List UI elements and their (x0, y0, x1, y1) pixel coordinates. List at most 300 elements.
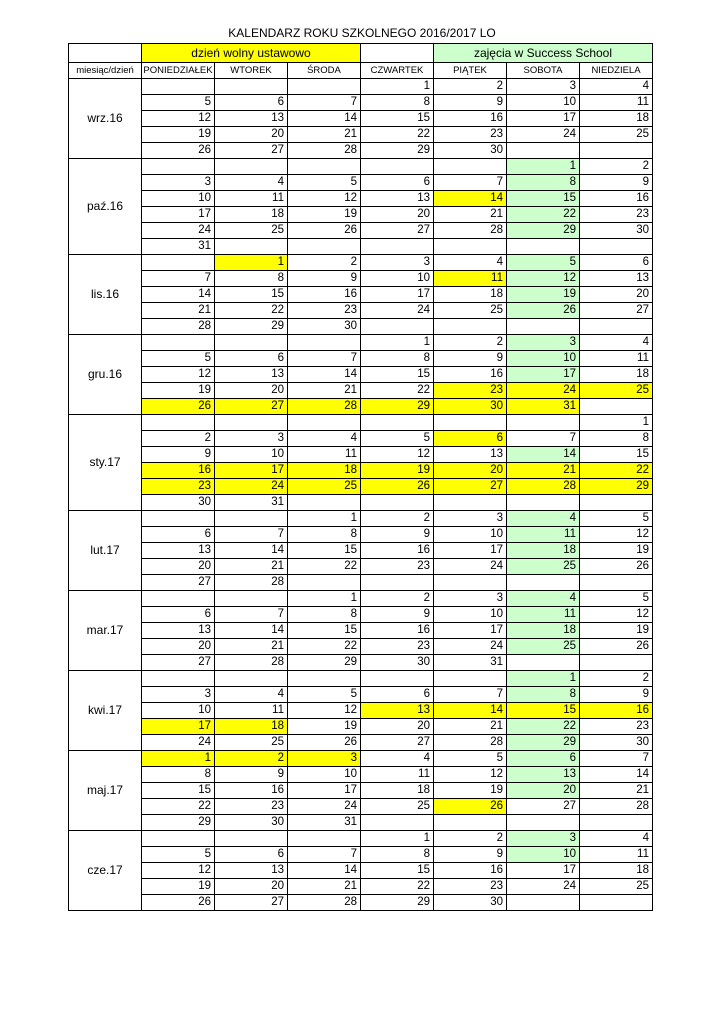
day-cell-sat: 4 (507, 591, 580, 607)
day-cell-thu (361, 575, 434, 591)
month-label: lut.17 (69, 511, 142, 591)
day-cell-tue: 16 (215, 783, 288, 799)
day-cell-sun: 11 (580, 847, 653, 863)
day-cell-mon (142, 591, 215, 607)
day-cell-sat (507, 655, 580, 671)
day-cell-thu (361, 239, 434, 255)
day-cell-sat: 20 (507, 783, 580, 799)
day-cell-sat: 15 (507, 191, 580, 207)
day-cell-wed: 28 (288, 895, 361, 911)
day-cell-sun: 18 (580, 367, 653, 383)
week-row (69, 591, 653, 607)
header-sunday: NIEDZIELA (580, 63, 653, 79)
day-cell-tue: 24 (215, 479, 288, 495)
day-cell-mon: 5 (142, 351, 215, 367)
month-label: cze.17 (69, 831, 142, 911)
day-cell-sat (507, 239, 580, 255)
day-cell-tue (215, 79, 288, 95)
day-cell-thu: 22 (361, 127, 434, 143)
day-cell-mon: 22 (142, 799, 215, 815)
day-cell-wed (288, 239, 361, 255)
day-cell-wed: 8 (288, 607, 361, 623)
day-cell-tue: 14 (215, 543, 288, 559)
day-cell-tue: 13 (215, 111, 288, 127)
day-cell-fri: 11 (434, 271, 507, 287)
day-cell-thu: 27 (361, 735, 434, 751)
day-cell-fri: 7 (434, 687, 507, 703)
day-cell-fri: 23 (434, 127, 507, 143)
day-cell-mon: 3 (142, 687, 215, 703)
day-cell-tue (215, 511, 288, 527)
day-cell-sun: 14 (580, 767, 653, 783)
day-cell-thu: 6 (361, 687, 434, 703)
day-cell-fri: 14 (434, 191, 507, 207)
day-cell-fri: 23 (434, 383, 507, 399)
day-cell-wed: 22 (288, 639, 361, 655)
day-cell-mon: 19 (142, 127, 215, 143)
day-cell-mon (142, 255, 215, 271)
day-cell-sat: 17 (507, 367, 580, 383)
day-cell-wed (288, 415, 361, 431)
week-row (69, 687, 653, 703)
day-cell-sun: 25 (580, 127, 653, 143)
month-label: paź.16 (69, 159, 142, 255)
day-cell-sun (580, 399, 653, 415)
day-cell-thu: 1 (361, 831, 434, 847)
day-cell-tue: 4 (215, 687, 288, 703)
week-row (69, 623, 653, 639)
day-cell-wed (288, 335, 361, 351)
day-cell-thu: 3 (361, 255, 434, 271)
day-cell-thu: 16 (361, 543, 434, 559)
day-cell-wed: 24 (288, 799, 361, 815)
day-cell-sat (507, 895, 580, 911)
week-row (69, 607, 653, 623)
day-cell-wed: 29 (288, 655, 361, 671)
week-row (69, 303, 653, 319)
day-cell-thu: 25 (361, 799, 434, 815)
day-cell-tue: 31 (215, 495, 288, 511)
day-cell-sun: 12 (580, 607, 653, 623)
week-row (69, 175, 653, 191)
day-cell-wed (288, 575, 361, 591)
day-cell-tue: 30 (215, 815, 288, 831)
day-cell-wed: 14 (288, 367, 361, 383)
day-cell-tue: 20 (215, 127, 288, 143)
day-cell-sat (507, 143, 580, 159)
day-cell-fri: 16 (434, 111, 507, 127)
day-cell-sat (507, 575, 580, 591)
day-cell-sat: 3 (507, 831, 580, 847)
day-cell-tue: 23 (215, 799, 288, 815)
day-cell-sun: 27 (580, 303, 653, 319)
day-cell-tue (215, 239, 288, 255)
day-cell-mon: 26 (142, 399, 215, 415)
day-cell-sun: 16 (580, 703, 653, 719)
day-cell-mon: 15 (142, 783, 215, 799)
day-cell-mon: 19 (142, 383, 215, 399)
day-cell-mon: 1 (142, 751, 215, 767)
day-cell-thu: 20 (361, 207, 434, 223)
week-row (69, 447, 653, 463)
day-cell-fri: 10 (434, 527, 507, 543)
day-cell-wed: 12 (288, 703, 361, 719)
day-cell-sat: 1 (507, 671, 580, 687)
day-cell-tue: 11 (215, 703, 288, 719)
week-row (69, 79, 653, 95)
day-cell-tue: 27 (215, 399, 288, 415)
day-cell-fri: 3 (434, 511, 507, 527)
day-cell-sun: 19 (580, 623, 653, 639)
day-cell-tue: 6 (215, 95, 288, 111)
week-row (69, 415, 653, 431)
day-cell-mon (142, 335, 215, 351)
day-cell-sun: 30 (580, 223, 653, 239)
week-row (69, 735, 653, 751)
day-cell-mon: 5 (142, 847, 215, 863)
day-cell-sun: 4 (580, 831, 653, 847)
day-cell-tue: 27 (215, 143, 288, 159)
week-row (69, 463, 653, 479)
day-cell-thu: 23 (361, 559, 434, 575)
day-cell-tue: 7 (215, 527, 288, 543)
day-cell-mon: 17 (142, 207, 215, 223)
day-cell-wed: 19 (288, 719, 361, 735)
day-cell-tue: 6 (215, 351, 288, 367)
day-cell-mon (142, 159, 215, 175)
day-cell-thu: 2 (361, 591, 434, 607)
day-cell-sun: 2 (580, 671, 653, 687)
week-row (69, 815, 653, 831)
day-cell-wed: 21 (288, 879, 361, 895)
day-cell-sun: 20 (580, 287, 653, 303)
day-cell-mon: 9 (142, 447, 215, 463)
day-cell-thu: 5 (361, 431, 434, 447)
day-cell-thu: 22 (361, 383, 434, 399)
day-cell-wed: 15 (288, 543, 361, 559)
day-cell-fri: 9 (434, 95, 507, 111)
day-cell-mon: 13 (142, 543, 215, 559)
day-cell-thu: 15 (361, 111, 434, 127)
day-cell-fri: 25 (434, 303, 507, 319)
day-cell-fri (434, 415, 507, 431)
week-row (69, 863, 653, 879)
day-cell-tue: 15 (215, 287, 288, 303)
week-row (69, 479, 653, 495)
day-cell-tue: 10 (215, 447, 288, 463)
day-cell-fri: 23 (434, 879, 507, 895)
header-month-day: miesiąc/dzień (69, 63, 142, 79)
day-cell-mon: 27 (142, 575, 215, 591)
header-saturday: SOBOTA (507, 63, 580, 79)
day-cell-fri: 24 (434, 639, 507, 655)
day-cell-sun: 9 (580, 175, 653, 191)
day-cell-sun: 29 (580, 479, 653, 495)
day-cell-mon: 12 (142, 111, 215, 127)
day-cell-sun: 18 (580, 863, 653, 879)
day-cell-fri: 16 (434, 367, 507, 383)
day-cell-sun: 12 (580, 527, 653, 543)
day-cell-mon: 7 (142, 271, 215, 287)
day-cell-wed: 28 (288, 399, 361, 415)
day-cell-wed: 8 (288, 527, 361, 543)
day-cell-fri: 2 (434, 831, 507, 847)
week-row (69, 95, 653, 111)
day-cell-tue: 13 (215, 367, 288, 383)
day-cell-tue: 22 (215, 303, 288, 319)
week-row (69, 511, 653, 527)
day-cell-thu: 2 (361, 511, 434, 527)
day-cell-thu: 29 (361, 895, 434, 911)
day-cell-fri: 17 (434, 623, 507, 639)
day-cell-sun: 23 (580, 719, 653, 735)
day-cell-wed: 7 (288, 95, 361, 111)
week-row (69, 495, 653, 511)
day-cell-tue: 27 (215, 895, 288, 911)
day-cell-fri: 21 (434, 207, 507, 223)
day-cell-tue: 1 (215, 255, 288, 271)
day-cell-wed (288, 79, 361, 95)
week-row (69, 255, 653, 271)
day-cell-sun (580, 239, 653, 255)
day-cell-tue: 29 (215, 319, 288, 335)
day-cell-mon: 28 (142, 319, 215, 335)
day-cell-sun: 25 (580, 383, 653, 399)
week-row (69, 127, 653, 143)
day-cell-sun (580, 815, 653, 831)
day-cell-sat: 25 (507, 639, 580, 655)
day-cell-thu: 6 (361, 175, 434, 191)
day-cell-tue: 28 (215, 575, 288, 591)
day-cell-wed: 7 (288, 847, 361, 863)
day-cell-thu: 26 (361, 479, 434, 495)
day-cell-wed: 23 (288, 303, 361, 319)
day-cell-fri (434, 495, 507, 511)
week-row (69, 271, 653, 287)
day-cell-fri: 31 (434, 655, 507, 671)
day-cell-sun (580, 575, 653, 591)
day-cell-wed: 10 (288, 767, 361, 783)
day-cell-mon: 12 (142, 367, 215, 383)
day-cell-thu: 24 (361, 303, 434, 319)
day-cell-fri: 4 (434, 255, 507, 271)
day-cell-sat: 4 (507, 511, 580, 527)
day-cell-mon: 5 (142, 95, 215, 111)
day-cell-wed: 14 (288, 863, 361, 879)
day-cell-wed: 16 (288, 287, 361, 303)
day-cell-sat: 22 (507, 207, 580, 223)
day-cell-sun: 19 (580, 543, 653, 559)
day-cell-fri: 3 (434, 591, 507, 607)
day-cell-wed: 1 (288, 511, 361, 527)
day-cell-sat: 10 (507, 847, 580, 863)
day-cell-sat: 10 (507, 95, 580, 111)
day-cell-mon: 23 (142, 479, 215, 495)
day-cell-sat: 11 (507, 527, 580, 543)
day-cell-sat: 1 (507, 159, 580, 175)
day-cell-mon (142, 511, 215, 527)
day-cell-tue: 11 (215, 191, 288, 207)
day-cell-thu: 15 (361, 367, 434, 383)
day-cell-thu: 11 (361, 767, 434, 783)
day-cell-thu (361, 415, 434, 431)
day-cell-sun: 5 (580, 591, 653, 607)
day-cell-sat: 24 (507, 383, 580, 399)
day-cell-sat: 19 (507, 287, 580, 303)
month-label: lis.16 (69, 255, 142, 335)
day-cell-fri: 7 (434, 175, 507, 191)
day-cell-wed: 1 (288, 591, 361, 607)
day-cell-sun: 7 (580, 751, 653, 767)
day-cell-sat: 29 (507, 223, 580, 239)
day-cell-tue: 14 (215, 623, 288, 639)
day-cell-thu: 17 (361, 287, 434, 303)
school-calendar-table (68, 43, 653, 911)
day-cell-sat: 3 (507, 79, 580, 95)
header-row (69, 63, 653, 79)
day-cell-wed: 7 (288, 351, 361, 367)
day-cell-sun: 26 (580, 559, 653, 575)
month-label: wrz.16 (69, 79, 142, 159)
day-cell-sun (580, 143, 653, 159)
day-cell-thu: 23 (361, 639, 434, 655)
day-cell-mon: 30 (142, 495, 215, 511)
day-cell-tue: 20 (215, 879, 288, 895)
day-cell-wed: 18 (288, 463, 361, 479)
week-row (69, 543, 653, 559)
week-row (69, 143, 653, 159)
day-cell-mon: 2 (142, 431, 215, 447)
legend-school-classes: zajęcia w Success School (434, 44, 653, 63)
day-cell-fri: 28 (434, 223, 507, 239)
day-cell-tue: 21 (215, 559, 288, 575)
day-cell-sat: 18 (507, 623, 580, 639)
day-cell-sun (580, 655, 653, 671)
legend-holiday: dzień wolny ustawowo (142, 44, 361, 63)
week-row (69, 527, 653, 543)
week-row (69, 575, 653, 591)
day-cell-sun: 22 (580, 463, 653, 479)
day-cell-fri: 17 (434, 543, 507, 559)
day-cell-wed: 5 (288, 175, 361, 191)
month-label: sty.17 (69, 415, 142, 511)
day-cell-fri: 14 (434, 703, 507, 719)
week-row (69, 335, 653, 351)
day-cell-sat: 12 (507, 271, 580, 287)
day-cell-sun: 2 (580, 159, 653, 175)
day-cell-fri (434, 319, 507, 335)
day-cell-tue: 18 (215, 207, 288, 223)
day-cell-thu: 8 (361, 847, 434, 863)
day-cell-sat: 24 (507, 127, 580, 143)
day-cell-thu (361, 671, 434, 687)
day-cell-tue (215, 159, 288, 175)
day-cell-sat: 27 (507, 799, 580, 815)
day-cell-tue: 2 (215, 751, 288, 767)
week-row (69, 655, 653, 671)
day-cell-fri: 2 (434, 335, 507, 351)
day-cell-sat: 5 (507, 255, 580, 271)
day-cell-thu: 22 (361, 879, 434, 895)
month-label: kwi.17 (69, 671, 142, 751)
day-cell-wed (288, 831, 361, 847)
day-cell-mon: 27 (142, 655, 215, 671)
day-cell-thu: 9 (361, 607, 434, 623)
day-cell-mon: 13 (142, 623, 215, 639)
day-cell-tue: 25 (215, 735, 288, 751)
day-cell-sun: 18 (580, 111, 653, 127)
day-cell-wed: 22 (288, 559, 361, 575)
day-cell-fri: 27 (434, 479, 507, 495)
day-cell-tue (215, 591, 288, 607)
day-cell-thu: 29 (361, 143, 434, 159)
day-cell-wed (288, 495, 361, 511)
week-row (69, 895, 653, 911)
day-cell-sun: 15 (580, 447, 653, 463)
week-row (69, 111, 653, 127)
week-row (69, 767, 653, 783)
week-row (69, 671, 653, 687)
day-cell-mon: 6 (142, 607, 215, 623)
day-cell-fri: 19 (434, 783, 507, 799)
day-cell-fri: 21 (434, 719, 507, 735)
day-cell-wed: 28 (288, 143, 361, 159)
day-cell-mon: 24 (142, 223, 215, 239)
day-cell-sat: 10 (507, 351, 580, 367)
day-cell-thu: 29 (361, 399, 434, 415)
day-cell-sun: 9 (580, 687, 653, 703)
day-cell-sat: 14 (507, 447, 580, 463)
week-row (69, 351, 653, 367)
day-cell-fri (434, 159, 507, 175)
day-cell-tue (215, 831, 288, 847)
day-cell-mon: 14 (142, 287, 215, 303)
day-cell-thu: 9 (361, 527, 434, 543)
day-cell-tue: 3 (215, 431, 288, 447)
day-cell-thu: 20 (361, 719, 434, 735)
day-cell-mon: 6 (142, 527, 215, 543)
header-monday: PONIEDZIAŁEK (142, 63, 215, 79)
day-cell-thu: 19 (361, 463, 434, 479)
day-cell-wed (288, 159, 361, 175)
day-cell-thu: 4 (361, 751, 434, 767)
month-label: maj.17 (69, 751, 142, 831)
day-cell-tue: 13 (215, 863, 288, 879)
day-cell-fri: 12 (434, 767, 507, 783)
day-cell-mon: 10 (142, 191, 215, 207)
day-cell-tue: 20 (215, 383, 288, 399)
day-cell-mon: 20 (142, 639, 215, 655)
week-row (69, 639, 653, 655)
day-cell-fri: 10 (434, 607, 507, 623)
day-cell-thu: 27 (361, 223, 434, 239)
day-cell-mon: 26 (142, 143, 215, 159)
day-cell-sat (507, 415, 580, 431)
day-cell-wed: 26 (288, 223, 361, 239)
legend-blank-cell (69, 44, 142, 63)
day-cell-fri: 18 (434, 287, 507, 303)
day-cell-wed: 3 (288, 751, 361, 767)
day-cell-sat: 15 (507, 703, 580, 719)
day-cell-mon: 21 (142, 303, 215, 319)
day-cell-tue (215, 335, 288, 351)
day-cell-fri: 9 (434, 847, 507, 863)
week-row (69, 703, 653, 719)
day-cell-wed: 9 (288, 271, 361, 287)
day-cell-sun: 4 (580, 79, 653, 95)
day-cell-thu: 1 (361, 335, 434, 351)
day-cell-thu: 1 (361, 79, 434, 95)
